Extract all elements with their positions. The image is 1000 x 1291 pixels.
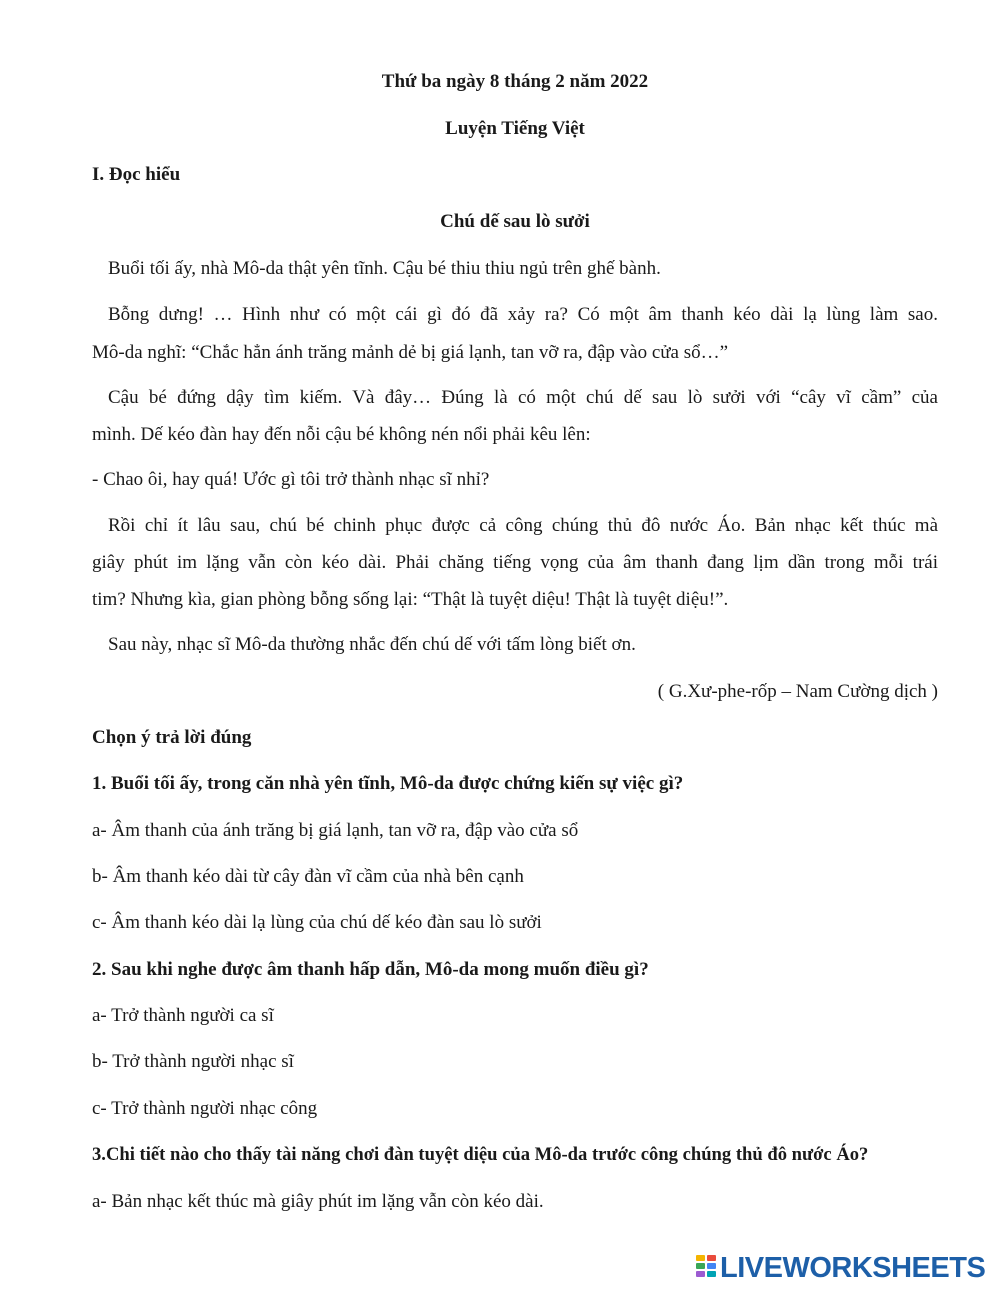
- question-2-option-b[interactable]: b- Trở thành người nhạc sĩ: [92, 1051, 294, 1072]
- question-1-option-a[interactable]: a- Âm thanh của ánh trăng bị giá lạnh, tan vỡ ra, đập vào cửa sổ: [92, 820, 579, 841]
- liveworksheets-blocks-icon: [696, 1255, 718, 1281]
- story-paragraph-5-line-3: tim? Nhưng kìa, gian phòng bỗng sống lại: “Thật là tuyệt diệu! Thật là tuyệt diệu!”.: [92, 589, 729, 610]
- story-source: ( G.Xư-phe-rốp – Nam Cường dịch ): [657, 681, 938, 702]
- date-heading: Thứ ba ngày 8 tháng 2 năm 2022: [381, 71, 649, 92]
- story-paragraph-3-line-1: Cậu bé đứng dậy tìm kiếm. Và đây… Đúng là có một chú dế sau lò sưởi với “cây vĩ cầm” của: [108, 387, 938, 408]
- story-paragraph-6: Sau này, nhạc sĩ Mô-da thường nhắc đến chú dế với tấm lòng biết ơn.: [108, 634, 636, 655]
- question-1-option-b[interactable]: b- Âm thanh kéo dài từ cây đàn vĩ cầm của nhà bên cạnh: [92, 866, 524, 887]
- liveworksheets-logo[interactable]: [696, 1254, 985, 1282]
- subject-heading: Luyện Tiếng Việt: [445, 118, 585, 139]
- question-2: 2. Sau khi nghe được âm thanh hấp dẫn, Mô-da mong muốn điều gì?: [92, 959, 649, 980]
- liveworksheets-wordmark: LIVEWORKSHEETS: [720, 1252, 986, 1284]
- story-paragraph-2-line-2: Mô-da nghĩ: “Chắc hẳn ánh trăng mảnh dẻ bị giá lạnh, tan vỡ ra, đập vào cửa sổ…”: [92, 342, 729, 363]
- story-exclamation: - Chao ôi, hay quá! Ước gì tôi trở thành nhạc sĩ nhỉ?: [92, 469, 490, 490]
- question-1-option-c[interactable]: c- Âm thanh kéo dài lạ lùng của chú dế kéo đàn sau lò sưởi: [92, 912, 542, 933]
- story-paragraph-3-line-2: mình. Dế kéo đàn hay đến nỗi cậu bé không nén nổi phải kêu lên:: [92, 424, 591, 445]
- story-title: Chú dế sau lò sưởi: [440, 211, 590, 232]
- question-1: 1. Buổi tối ấy, trong căn nhà yên tĩnh, Mô-da được chứng kiến sự việc gì?: [92, 773, 684, 794]
- question-2-option-c[interactable]: c- Trở thành người nhạc công: [92, 1098, 318, 1119]
- question-3: 3.Chi tiết nào cho thấy tài năng chơi đàn tuyệt diệu của Mô-da trước công chúng thủ đô nước Áo?: [92, 1144, 869, 1165]
- story-paragraph-2-line-1: Bỗng dưng! … Hình như có một cái gì đó đã xảy ra? Có một âm thanh kéo dài lạ lùng làm sao.: [108, 304, 938, 325]
- quiz-instruction: Chọn ý trả lời đúng: [92, 727, 252, 748]
- question-3-option-a[interactable]: a- Bản nhạc kết thúc mà giây phút im lặng vẫn còn kéo dài.: [92, 1191, 544, 1212]
- story-paragraph-5-line-2: giây phút im lặng vẫn còn kéo dài. Phải chăng tiếng vọng của âm thanh đang lịm dần trong mỗi trái: [92, 552, 938, 573]
- story-paragraph-5-line-1: Rồi chỉ ít lâu sau, chú bé chinh phục được cả công chúng thủ đô nước Áo. Bản nhạc kết thúc mà: [108, 515, 938, 536]
- section-heading: I. Đọc hiểu: [92, 164, 181, 185]
- story-paragraph-1: Buổi tối ấy, nhà Mô-da thật yên tĩnh. Cậu bé thiu thiu ngủ trên ghế bành.: [108, 258, 661, 279]
- question-2-option-a[interactable]: a- Trở thành người ca sĩ: [92, 1005, 274, 1026]
